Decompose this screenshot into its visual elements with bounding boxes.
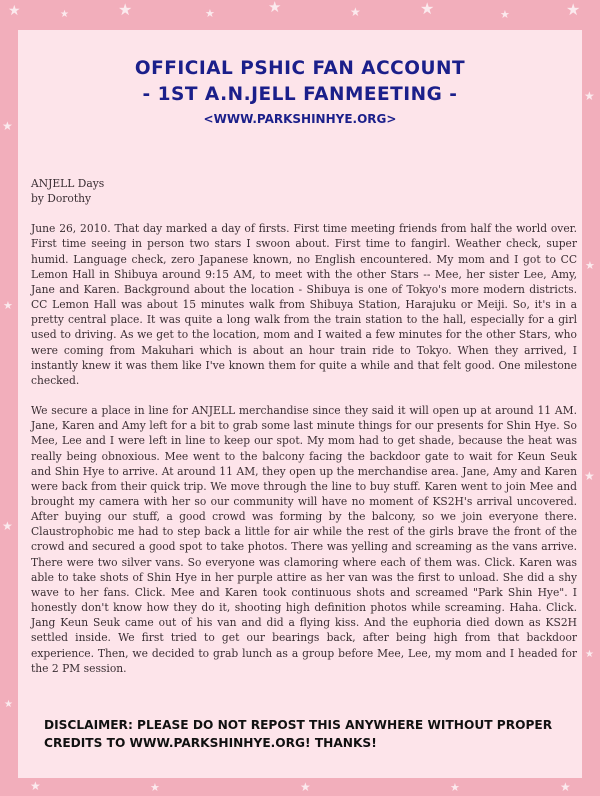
article-body bbox=[31, 176, 577, 691]
article-paragraph-1: June 26, 2010. That day marked a day of firsts. First time meeting friends from half the world over. First time seeing in person two stars I swoon about. First time to fangirl. Weather check, super humid. Language check, zero Japanese known, no English encountered. My mom and I got to CC Lemon Hall in Shibuya around 9:15 AM, to meet with the other Stars -- Mee, her sister Lee, Amy, Jane and Karen. Background about the location - Shibuya is one of Tokyo's more modern districts. CC Lemon Hall was about 15 minutes walk from Shibuya Station, Harajuku or Meiji. So, it's in a pretty central place. It was quite a long walk from the train station to the hall, especially for a girl used to driving. As we get to the location, mom and I waited a few minutes for the other Stars, who were coming from Makuhari which is about an hour train ride to Tokyo. When they arrived, I instantly knew it was them like I've known them for quite a while and that felt good. One milestone checked. bbox=[31, 222, 577, 387]
star-icon: ★ bbox=[350, 5, 361, 19]
star-icon: ★ bbox=[268, 0, 282, 16]
star-icon: ★ bbox=[585, 259, 595, 272]
star-icon: ★ bbox=[566, 0, 581, 19]
content-panel bbox=[18, 30, 582, 778]
star-icon: ★ bbox=[8, 3, 21, 19]
star-icon: ★ bbox=[60, 9, 69, 20]
star-icon: ★ bbox=[150, 781, 160, 794]
star-icon: ★ bbox=[2, 519, 13, 533]
article-heading bbox=[31, 176, 577, 206]
star-icon: ★ bbox=[300, 780, 311, 794]
star-icon: ★ bbox=[420, 0, 435, 18]
star-icon: ★ bbox=[30, 779, 41, 793]
article-title: ANJELL Days bbox=[31, 177, 105, 190]
star-icon: ★ bbox=[585, 649, 594, 660]
star-icon: ★ bbox=[118, 0, 133, 19]
star-icon: ★ bbox=[584, 89, 595, 103]
article-byline: by Dorothy bbox=[31, 192, 92, 206]
star-icon: ★ bbox=[500, 8, 510, 21]
disclaimer: DISCLAIMER: PLEASE DO NOT REPOST THIS ANYWHERE WITHOUT PROPER CREDITS TO WWW.PARKSHINHYE.ORG! THANKS! bbox=[44, 718, 553, 750]
star-icon: ★ bbox=[560, 780, 571, 794]
header bbox=[18, 56, 582, 128]
header-subtitle: - 1ST A.N.JELL FANMEETING - bbox=[142, 84, 458, 105]
star-icon: ★ bbox=[2, 119, 13, 133]
star-icon: ★ bbox=[205, 7, 215, 20]
header-title: OFFICIAL PSHIC FAN ACCOUNT bbox=[134, 58, 466, 79]
star-icon: ★ bbox=[450, 781, 460, 794]
star-icon: ★ bbox=[4, 699, 13, 710]
star-icon: ★ bbox=[3, 299, 13, 312]
star-icon: ★ bbox=[584, 469, 595, 483]
header-website: <WWW.PARKSHINHYE.ORG> bbox=[203, 112, 397, 126]
article-paragraph-2: We secure a place in line for ANJELL merchandise since they said it will open up at around 11 AM. Jane, Karen and Amy left for a bit to grab some last minute things for our presents for Shin Hye. So Mee, Lee and I were left in line to keep our spot. My mom had to get shade, because the heat was really being obnoxious. Mee went to the balcony facing the backdoor gate to wait for Keun Seuk and Shin Hye to arrive. At around 11 AM, they open up the merchandise area. Jane, Amy and Karen were back from their quick trip. We move through the line to buy stuff. Karen went to join Mee and brought my camera with her so our community will have no moment of KS2H's arrival uncovered. After buying our stuff, a good crowd was forming by the balcony, so we join everyone there. Claustrophobic me had to step back a little for air while the rest of the girls brave the front of the crowd and secured a good spot to take photos. There was yelling and screaming as the vans arrive. There were two silver vans. So everyone was clamoring where each of them was. Click. Karen was able to take shots of Shin Hye in her purple attire as her van was the first to unload. She did a shy wave to her fans. Click. Mee and Karen took continuous shots and screamed "Park Shin Hye". I honestly don't know how they do it, shooting high definition photos while screaming. Haha. Click. Jang Keun Seuk came out of his van and did a flying kiss. And the euphoria died down as KS2H settled inside. We first tried to get our bearings back, after being high from that backdoor experience. Then, we decided to grab lunch as a group before Mee, Lee, my mom and I headed for the 2 PM session. bbox=[31, 404, 577, 675]
